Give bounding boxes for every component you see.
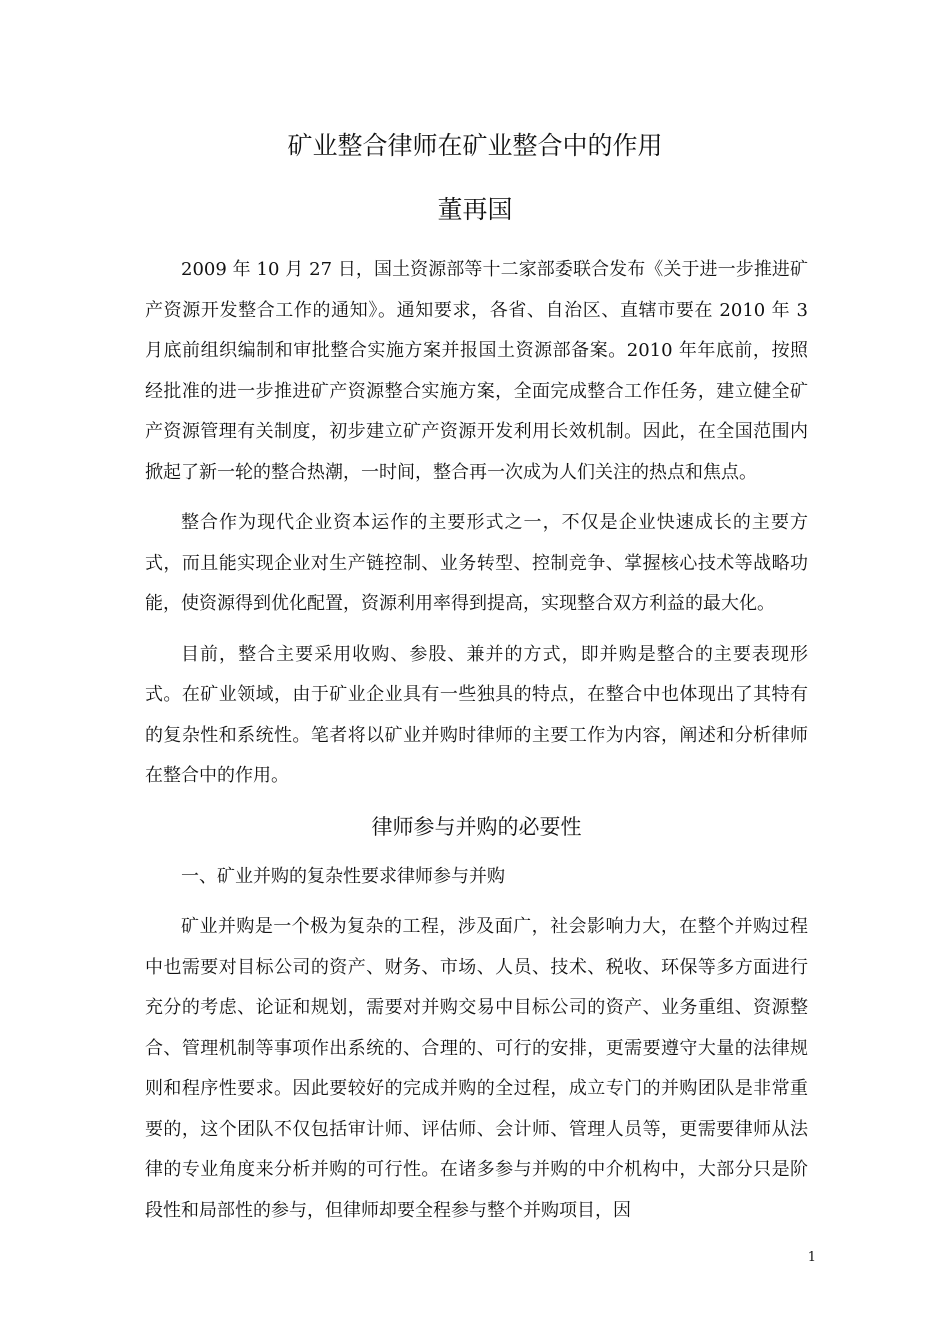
section-paragraph: 矿业并购是一个极为复杂的工程，涉及面广，社会影响力大，在整个并购过程中也需要对目标公司的资产、财务、市场、人员、技术、税收、环保等多方面进行充分的考虑、论证和规划，需要对并购交易中目标公司的资产、业务重组、资源整合、管理机制等事项作出系统的、合理的、可行的安排，更需要遵守大量的法律规则和程序性要求。因此要较好的完成并购的全过程，成立专门的并购团队是非常重要的，这个团队不仅包括审计师、评估师、会计师、管理人员等，更需要律师从法律的专业角度来分析并购的可行性。在诸多参与并购的中介机构中，大部分只是阶段性和局部性的参与，但律师却要全程参与整个并购项目，因 (145, 916, 808, 1221)
body-paragraph-2: 整合作为现代企业资本运作的主要形式之一，不仅是企业快速成长的主要方式，而且能实现企业对生产链控制、业务转型、控制竞争、掌握核心技术等战略功能，使资源得到优化配置，资源利用率得到提高，实现整合双方利益的最大化。 (145, 512, 808, 614)
section-heading: 律师参与并购的必要性 (371, 814, 582, 839)
body-paragraph-3: 目前，整合主要采用收购、参股、兼并的方式，即并购是整合的主要表现形式。在矿业领域，由于矿业企业具有一些独具的特点，在整合中也体现出了其特有的复杂性和系统性。笔者将以矿业并购时律师的主要工作为内容，阐述和分析律师在整合中的作用。 (145, 643, 808, 786)
document-author: 董再国 (437, 195, 513, 224)
body-paragraph-1: 2009 年 10 月 27 日，国土资源部等十二家部委联合发布《关于进一步推进矿产资源开发整合工作的通知》。通知要求，各省、自治区、直辖市要在 2010 年 3 月底前组织编制和审批整合实施方案并报国土资源部备案。2010 年年底前，按照经批准的进一步推进矿产资源整合实施方案，全面完成整合工作任务，建立健全矿产资源管理有关制度，初步建立矿产资源开发利用长效机制。因此，在全国范围内掀起了新一轮的整合热潮，一时间，整合再一次成为人们关注的热点和焦点。 (145, 259, 808, 483)
sub-heading: 一、矿业并购的复杂性要求律师参与并购 (181, 865, 505, 887)
page-number: 1 (807, 1250, 816, 1265)
document-body (145, 250, 808, 1241)
document-title: 矿业整合律师在矿业整合中的作用 (287, 131, 663, 160)
